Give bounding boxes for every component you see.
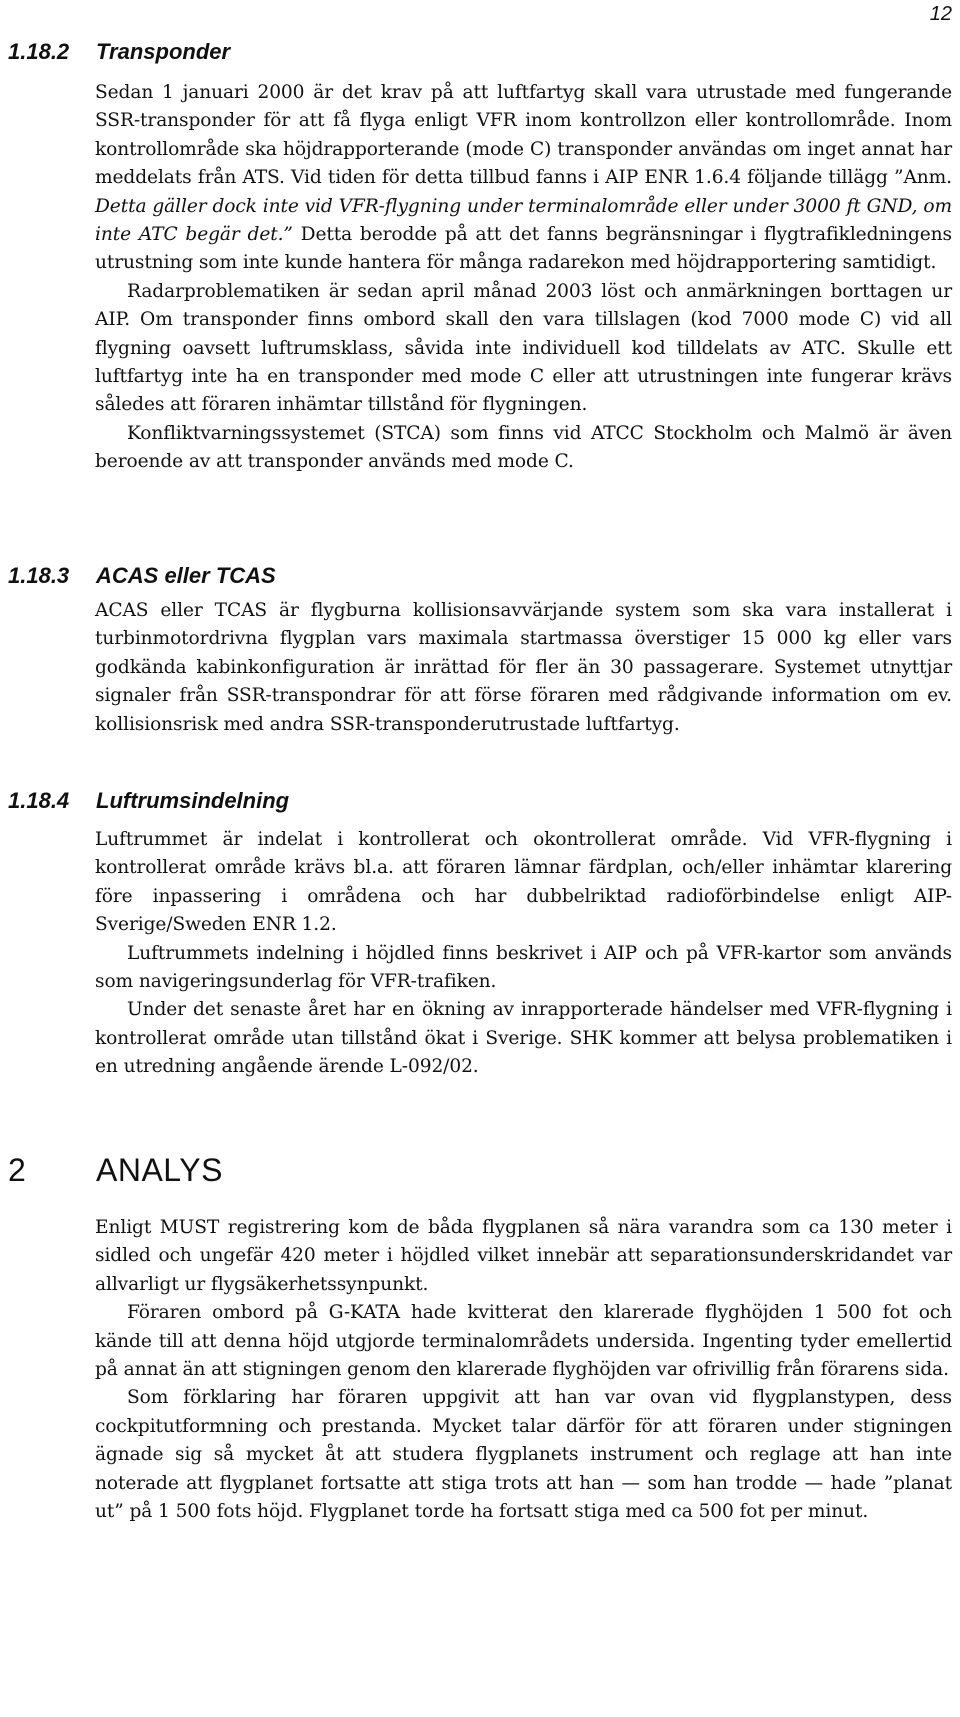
section-heading-acas-tcas [0, 562, 960, 590]
paragraph: Enligt MUST registrering kom de båda flygplanen så nära varandra som ca 130 meter i sidled och ungefär 420 meter i höjdled vilket innebär att separationsunderskridandet var allvarligt ur flygsäkerhetssynpunkt. [95, 1217, 952, 1295]
paragraph: Föraren ombord på G-KATA hade kvitterat den klarerade flyghöjden 1 500 fot och kände till att denna höjd utgjorde terminalområdets undersida. Ingenting tyder emellertid på annat än att stigningen genom den klarerade flyghöjden var ofrivillig från förarens sida. [95, 1302, 952, 1381]
section-body-acas-tcas [95, 597, 952, 739]
section-body-transponder [95, 79, 952, 477]
paragraph: Luftrummets indelning i höjdled finns beskrivet i AIP och på VFR-kartor som används som navigeringsunderlag för VFR-trafiken. [95, 942, 952, 993]
paragraph [95, 79, 952, 278]
section-heading-luftrumsindelning [0, 787, 960, 815]
section-number: 1.18.3 [8, 563, 70, 588]
paragraph: Under det senaste året har en ökning av inrapporterade händelser med VFR-flygning i kontrollerat område utan tillstånd ökat i Sverige. SHK kommer att belysa problematiken i en utredning angående ärende L-092/02. [95, 999, 952, 1078]
section-number: 1.18.2 [8, 39, 70, 64]
paragraph: ACAS eller TCAS är flygburna kollisionsavvärjande system som ska vara installerat i turbinmotordrivna flygplan vars maximala startmassa överstiger 15 000 kg eller vars godkända kabinkonfiguration är inrättad för fler än 30 passagerare. Systemet utnyttjar signaler från SSR-transpondrar för att förse föraren med rådgivande information om ev. kollisionsrisk med andra SSR-transponderutrustade luftfartyg. [95, 600, 952, 735]
page-number: 12 [929, 3, 952, 25]
paragraph-text: Detta berodde på att det fanns begränsningar i flygtrafikledningens utrustning som inte kunde hantera för många radarekon med höjdrapportering samtidigt. [95, 224, 952, 274]
chapter-number: 2 [8, 1152, 27, 1188]
section-heading-transponder [0, 38, 960, 66]
chapter-heading-analys [0, 1150, 960, 1190]
section-title: Transponder [96, 39, 231, 64]
section-title: ACAS eller TCAS [96, 563, 276, 588]
paragraph: Radarproblematiken är sedan april månad 2003 löst och anmärkningen borttagen ur AIP. Om transponder finns ombord skall den vara tillslagen (kod 7000 mode C) vid all flygning oavsett luftrumsklass, såvida inte individuell kod tilldelats av ATC. Skulle ett luftfartyg inte ha en transponder med mode C eller att utrustningen inte fungerar krävs således att föraren inhämtar tillstånd för flygningen. [95, 280, 952, 416]
paragraph-text: Sedan 1 januari 2000 är det krav på att luftfartyg skall vara utrustade med fungerande SSR-transponder för att få flyga enligt VFR inom kontrollzon eller kontrollområde. Inom kontrollområde ska höjdrapporterande (mode C) transponder användas om inget annat har meddelats från ATS. Vid tiden för detta tillbud fanns i AIP ENR 1.6.4 följande tillägg ”Anm. [95, 82, 952, 189]
section-number: 1.18.4 [8, 788, 70, 813]
section-body-luftrumsindelning [95, 826, 952, 1082]
chapter-title: ANALYS [96, 1152, 223, 1188]
paragraph: Luftrummet är indelat i kontrollerat och okontrollerat område. Vid VFR-flygning i kontrollerat område krävs bl.a. att föraren lämnar färdplan, och/eller inhämtar klarering före inpassering i områdena och har dubbelriktad radioförbindelse enligt AIP-Sverige/Sweden ENR 1.2. [95, 829, 952, 936]
section-title: Luftrumsindelning [96, 788, 290, 813]
italic-note: Detta gäller dock inte vid VFR-flygning under terminalområde eller under 3000 ft GND, om inte ATC begär det.” [95, 195, 952, 246]
paragraph: Som förklaring har föraren uppgivit att han var ovan vid flygplanstypen, dess cockpitutformning och prestanda. Mycket talar därför för att föraren under stigningen ägnade sig så mycket åt att studera flygplanets instrument och reglage att han inte noterade att flygplanet fortsatte att stiga trots att han — som han trodde — hade ”planat ut” på 1 500 fots höjd. Flygplanet torde ha fortsatt stiga med ca 500 fot per minut. [95, 1387, 952, 1523]
chapter-body-analys [95, 1214, 952, 1526]
paragraph: Konfliktvarningssystemet (STCA) som finns vid ATCC Stockholm och Malmö är även beroende av att transponder används med mode C. [95, 422, 952, 473]
